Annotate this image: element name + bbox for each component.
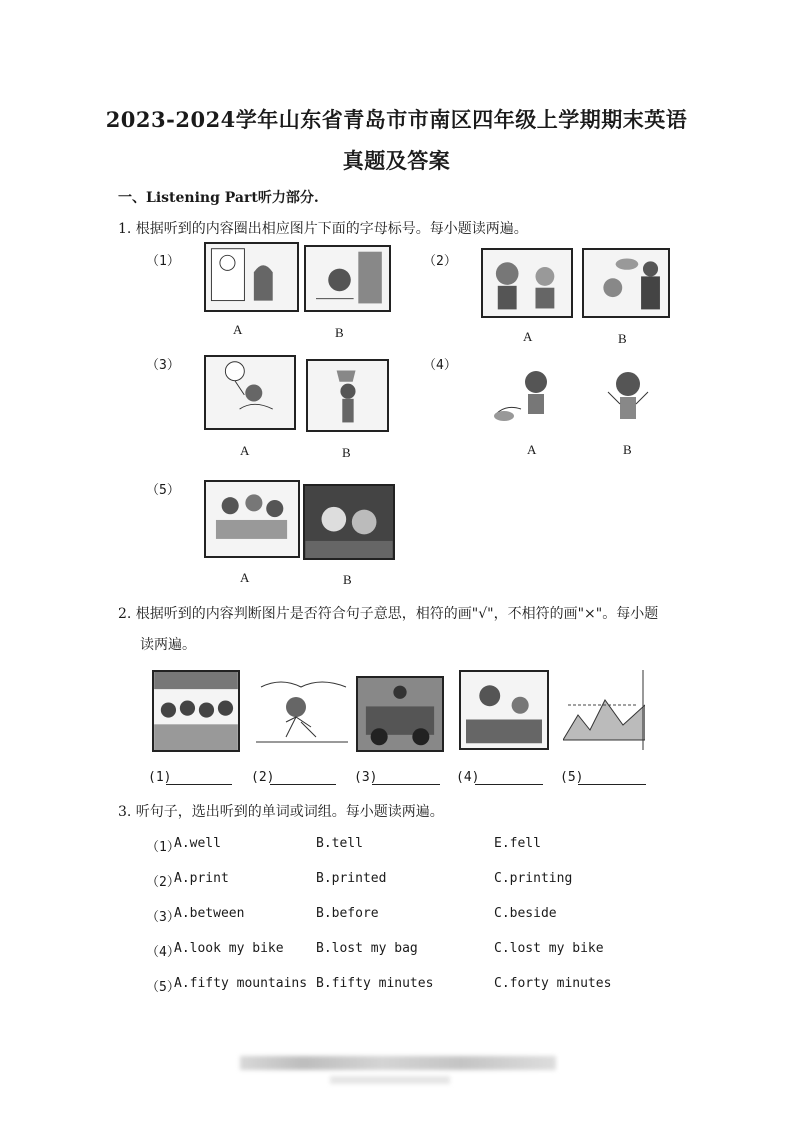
q3-row-4-option-c[interactable]: C.lost my bike	[494, 941, 604, 956]
q3-row-5-option-c[interactable]: C.forty minutes	[494, 976, 612, 991]
question-2-text-line-2: 读两遍。	[140, 637, 196, 653]
q1-3-label-a[interactable]: A	[240, 443, 250, 458]
q1-5-picture-b	[303, 484, 395, 560]
q1-5-picture-a	[204, 480, 300, 558]
question-2-text-line-1: 2. 根据听到的内容判断图片是否符合句子意思，相符的画"√"，不相符的画"×"。每小题	[118, 606, 659, 622]
q3-row-3-number: （3）	[146, 910, 180, 925]
section-heading: 一、Listening Part听力部分.	[118, 190, 319, 206]
q3-row-3-option-a[interactable]: A.between	[174, 906, 245, 921]
q2-picture-3	[356, 676, 444, 752]
q2-answer-blank-2[interactable]	[270, 770, 336, 785]
q1-item-5-number: （5）	[146, 483, 180, 498]
q1-1-picture-a	[204, 242, 299, 312]
q1-4-picture-a	[486, 364, 571, 434]
blurred-footer-sub	[330, 1076, 450, 1084]
q3-row-4-number: （4）	[146, 945, 180, 960]
blurred-footer	[240, 1056, 556, 1070]
q3-row-1-number: （1）	[146, 840, 180, 855]
q1-4-label-a[interactable]: A	[527, 442, 537, 457]
q3-row-3-option-c[interactable]: C.beside	[494, 906, 557, 921]
q1-1-label-a[interactable]: A	[233, 322, 243, 337]
q1-4-picture-b	[598, 364, 658, 436]
q1-2-picture-a	[481, 248, 573, 318]
q1-1-label-b[interactable]: B	[335, 325, 344, 340]
q1-2-picture-b	[582, 248, 670, 318]
q2-answer-blank-5[interactable]	[578, 770, 646, 785]
question-3-text: 3. 听句子，选出听到的单词或词组。每小题读两遍。	[118, 804, 444, 820]
q2-picture-4	[459, 670, 549, 750]
q3-row-1-option-c[interactable]: E.fell	[494, 836, 541, 851]
q3-row-5-number: （5）	[146, 980, 180, 995]
q1-3-picture-a	[204, 355, 296, 430]
q1-4-label-b[interactable]: B	[623, 442, 632, 457]
q1-item-1-number: （1）	[146, 254, 180, 269]
q3-row-3-option-b[interactable]: B.before	[316, 906, 379, 921]
q3-row-2-option-a[interactable]: A.print	[174, 871, 229, 886]
q3-row-2-option-c[interactable]: C.printing	[494, 871, 573, 886]
q3-row-2-option-b[interactable]: B.printed	[316, 871, 387, 886]
q3-row-2-number: （2）	[146, 875, 180, 890]
q1-item-3-number: （3）	[146, 358, 180, 373]
q3-row-4-option-a[interactable]: A.look my bike	[174, 941, 284, 956]
q2-blank-2-label: (2)	[251, 770, 275, 785]
q2-blank-3-label: (3)	[354, 770, 378, 785]
q1-2-label-a[interactable]: A	[523, 329, 533, 344]
q2-answer-blank-1[interactable]	[166, 770, 232, 785]
q1-5-label-b[interactable]: B	[343, 572, 352, 587]
question-1-text: 1. 根据听到的内容圈出相应图片下面的字母标号。每小题读两遍。	[118, 221, 528, 237]
q1-3-picture-b	[306, 359, 389, 432]
q2-answer-blank-3[interactable]	[372, 770, 440, 785]
q1-item-2-number: （2）	[423, 254, 457, 269]
q3-row-5-option-a[interactable]: A.fifty mountains	[174, 976, 308, 991]
q2-picture-5	[563, 670, 645, 750]
q1-5-label-a[interactable]: A	[240, 570, 250, 585]
q3-row-1-option-b[interactable]: B.tell	[316, 836, 363, 851]
q2-blank-5-label: (5)	[560, 770, 584, 785]
q3-row-5-option-b[interactable]: B.fifty minutes	[316, 976, 434, 991]
title-line-1: 2023-2024学年山东省青岛市市南区四年级上学期期末英语	[105, 107, 688, 132]
title-line-2: 真题及答案	[342, 148, 451, 173]
q2-blank-4-label: (4)	[456, 770, 480, 785]
q2-picture-1	[152, 670, 240, 752]
q1-3-label-b[interactable]: B	[342, 445, 351, 460]
q3-row-4-option-b[interactable]: B.lost my bag	[316, 941, 418, 956]
q2-answer-blank-4[interactable]	[475, 770, 543, 785]
q2-picture-2	[256, 672, 348, 750]
q1-2-label-b[interactable]: B	[618, 331, 627, 346]
q3-row-1-option-a[interactable]: A.well	[174, 836, 221, 851]
q2-blank-1-label: (1)	[148, 770, 172, 785]
q1-item-4-number: （4）	[423, 358, 457, 373]
q1-1-picture-b	[304, 245, 391, 312]
